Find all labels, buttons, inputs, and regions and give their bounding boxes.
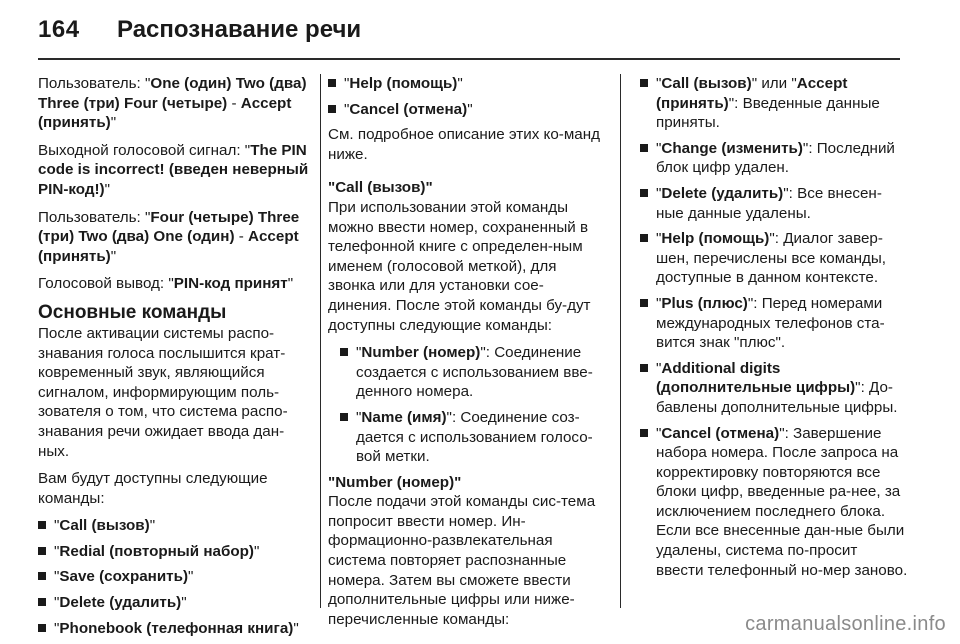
command-label: Redial (повторный набор) [59, 542, 254, 560]
quote-close: " [728, 94, 735, 112]
bullet-icon [38, 598, 46, 606]
bullet-icon [38, 547, 46, 555]
column-divider [320, 74, 321, 608]
bullet-icon [640, 299, 648, 307]
command-description: : Введенные данные приняты. [656, 94, 880, 132]
call-text: При использовании этой команды можно ввести номер, сохраненный в телефонной книге с определен-ным именем (голосовой меткой), для звонка или для установки сое-динения. После этой команды бу-дут доступны следующие команды: [328, 198, 591, 334]
quote-close: " [188, 568, 194, 586]
list-item [38, 567, 312, 587]
see-more-text: См. подробное описание этих ко-манд ниже. [328, 126, 600, 163]
quote-open: " [54, 568, 60, 586]
commands-intro: Вам будут доступны следующие команды: [38, 470, 268, 507]
section-heading: Основные команды [38, 301, 227, 323]
quote-close: " [467, 100, 473, 118]
list-item [38, 542, 312, 562]
list-item [38, 619, 312, 639]
page-number: 164 [38, 16, 80, 43]
quote-close: " [751, 75, 758, 92]
bullet-icon [640, 79, 648, 87]
page-title: Распознавание речи [117, 16, 362, 43]
paragraph-user-input: Пользователь: "One (один) Two (два) Three (три) Four (четыре) - Accept (принять)" [38, 75, 307, 132]
column-1 [38, 74, 312, 644]
list-item [328, 74, 604, 94]
quote-open: " [656, 139, 662, 157]
list-item [340, 408, 604, 467]
command-description: : До-бавлены дополнительные цифры. [656, 379, 898, 416]
command-label: Cancel (отмена) [349, 100, 468, 118]
list-item [640, 229, 908, 288]
page-header [0, 0, 960, 56]
quote-close: " [293, 619, 299, 637]
command-description: : Завершение набора номера. После запроса на корректировку повторяются все блоки цифр, введенные ра-нее, за исключением последнего блока. Если все внесенные дан-ные были удалены, система по-просит ввести телефонный но-мер заново. [656, 424, 908, 579]
quote-close: " [253, 542, 260, 560]
paragraph-voice-output-2: Голосовой вывод: "PIN-код принят" [38, 275, 294, 293]
list-item [640, 359, 908, 418]
paragraph-voice-output: Выходной голосовой сигнал: "The PIN code is incorrect! (введен неверный PIN-код!)" [38, 141, 309, 198]
bullet-icon [640, 429, 648, 437]
column-3 [640, 74, 908, 586]
command-label: Accept (принять) [656, 75, 848, 112]
list-item [38, 593, 312, 613]
list-item [38, 516, 312, 536]
number-commands-list [640, 74, 908, 580]
quote-close: " [480, 344, 486, 362]
list-item [640, 74, 908, 133]
command-description: : Соединение соз-дается с использованием голосо-вой метки. [356, 408, 593, 466]
quote-close: " [802, 139, 809, 157]
command-label: Plus (плюс) [661, 294, 748, 312]
command-label: Number (номер) [361, 344, 481, 362]
command-label: Name (имя) [361, 408, 447, 426]
list-item [340, 343, 604, 402]
quote-close: " [446, 408, 452, 426]
command-label: Save (сохранить) [59, 568, 189, 586]
quote-open: " [356, 408, 362, 426]
command-description: : Диалог завер-шен, перечислены все команды, доступные в данном контексте. [656, 230, 887, 287]
list-item [640, 139, 908, 178]
command-description: : Перед номерами международных телефонов ста-вится знак "плюс". [656, 294, 885, 352]
quote-close: " [149, 517, 156, 535]
command-label: Delete (удалить) [661, 184, 784, 202]
quote-close: " [457, 75, 463, 92]
section-text: После активации системы распо-знавания голоса послышится крат-ковременный звук, являющийся сигналом, информирующим поль-зователя о том, что система распо-знавания речи ожидает ввода дан-ных. [38, 324, 288, 460]
commands-list-continued [328, 74, 604, 119]
header-rule [38, 58, 900, 60]
number-heading: "Number (номер)" [328, 473, 462, 491]
command-description: : Все внесен-ные данные удалены. [656, 184, 882, 222]
list-item [640, 294, 908, 353]
bullet-icon [38, 572, 46, 580]
bullet-icon [328, 79, 336, 87]
column-divider [620, 74, 621, 608]
quote-close: " [779, 424, 785, 442]
command-description: : Последний блок цифр удален. [656, 139, 895, 177]
command-description: : Соединение создается с использованием вве-денного номера. [356, 344, 593, 401]
quote-open: " [656, 184, 662, 202]
list-item [640, 184, 908, 223]
list-item [328, 100, 604, 120]
command-label: Phonebook (телефонная книга) [59, 619, 294, 637]
quote-close: " [769, 230, 775, 248]
quote-close: " [783, 184, 789, 202]
quote-open: " [656, 424, 662, 442]
commands-list [38, 516, 312, 638]
command-label: Call (вызов) [59, 517, 150, 535]
quote-open: " [54, 594, 60, 612]
command-label: Additional digits (дополнительные цифры) [656, 359, 856, 397]
quote-open: " [356, 344, 362, 362]
bullet-icon [640, 144, 648, 152]
quote-open: " [344, 75, 350, 92]
quote-close: " [747, 294, 754, 312]
quote-open: " [656, 75, 662, 92]
quote-close: " [181, 594, 187, 612]
command-label: Change (изменить) [661, 139, 803, 157]
bullet-icon [640, 364, 648, 372]
bullet-icon [328, 105, 336, 113]
watermark: carmanualsonline.info [745, 613, 946, 635]
column-2 [328, 74, 604, 637]
connector-text: или " [757, 75, 797, 92]
call-heading: "Call (вызов)" [328, 179, 433, 197]
call-options-list [328, 343, 604, 467]
command-label: Cancel (отмена) [661, 424, 780, 442]
quote-open: " [344, 100, 350, 118]
quote-close: " [855, 379, 861, 397]
paragraph-user-input-2: Пользователь: "Four (четыре) Three (три) Two (два) One (один) - Accept (принять)" [38, 208, 300, 265]
number-text: После подачи этой команды сис-тема попросит ввести номер. Ин-формационно-развлекательная система повторяет распознанные номера. Затем вы сможете ввести дополнительные цифры или ниже-перечисленные команды: [328, 493, 596, 628]
quote-open: " [54, 517, 60, 535]
quote-open: " [656, 294, 662, 312]
bullet-icon [640, 234, 648, 242]
bullet-icon [640, 189, 648, 197]
quote-open: " [54, 619, 60, 637]
bullet-icon [38, 521, 46, 529]
quote-open: " [656, 359, 662, 377]
command-label: Help (помощь) [661, 230, 770, 248]
bullet-icon [38, 624, 46, 632]
command-label: Delete (удалить) [59, 594, 182, 612]
quote-open: " [656, 230, 662, 248]
bullet-icon [340, 348, 348, 356]
list-item [640, 424, 908, 581]
bullet-icon [340, 413, 348, 421]
command-label: Help (помощь) [349, 75, 458, 92]
quote-open: " [54, 542, 60, 560]
command-label: Call (вызов) [661, 75, 752, 92]
